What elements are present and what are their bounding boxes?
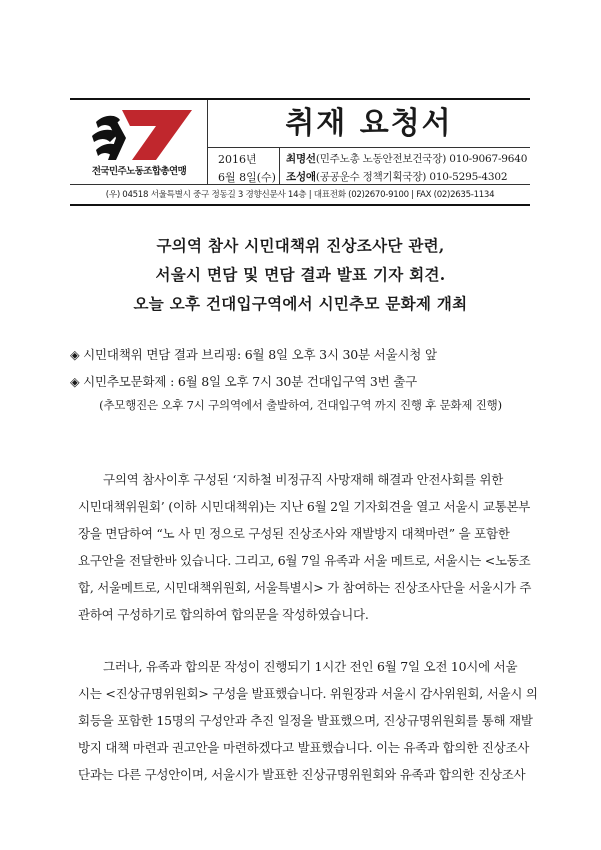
date-cell	[208, 148, 280, 184]
contact-2-detail: (공공운수 정책기획국장) 010-5295-4302	[315, 171, 508, 183]
paragraph-2-line: 그러나, 유족과 합의문 작성이 진행되기 1시간 전인 6월 7일 오전 10시에 서울	[103, 659, 518, 674]
contact-1-detail: (민주노총 노동안전보건국장) 010-9067-9640	[315, 153, 528, 165]
address-row: (우) 04518 서울특별시 중구 정동길 3 경향신문사 14층 | 대표전화 (02)2670-9100 | FAX (02)2635-1134	[70, 184, 530, 206]
org-name: 전국민주노동조합총연맹	[91, 166, 187, 177]
contact-cell	[280, 148, 530, 184]
logo-box	[70, 100, 208, 184]
paragraph-1-line: 관하여 구성하기로 합의하여 합의문을 작성하였습니다.	[78, 607, 369, 622]
paragraph-1-line: 요구안을 전달한바 있습니다. 그리고, 6월 7일 유족과 서울 메트로, 서울시는 <노동조	[78, 553, 531, 568]
paragraph-2-line: 단과는 다른 구성안이며, 서울시가 발표한 진상규명위원회와 유족과 합의한 진상조사	[78, 767, 526, 782]
headline-3: 오늘 오후 건대입구역에서 시민추모 문화제 개최	[133, 294, 468, 313]
march-note: (추모행진은 오후 7시 구의역에서 출발하여, 건대입구역 까지 진행 후 문화제 진행)	[99, 398, 502, 412]
paragraph-1-line: 장을 면담하여 “노 사 민 정으로 구성된 진상조사와 재발방지 대책마련” 을 포함한	[78, 526, 510, 541]
header-table	[70, 98, 530, 206]
date-day: 6월 8일(수)	[218, 171, 276, 184]
bullet-briefing: ◈ 시민대책위 면담 결과 브리핑: 6월 8일 오후 3시 30분 서울시청 앞	[70, 347, 437, 362]
contact-2	[286, 169, 507, 184]
headline-2: 서울시 면담 및 면담 결과 발표 기자 회견.	[155, 265, 446, 284]
paragraph-2-line: 회등을 포함한 15명의 구성안과 추진 일정을 발표했으며, 진상규명위원회를 통해 재발	[78, 713, 533, 728]
paragraph-2-line: 방지 대책 마련과 권고안을 마련하겠다고 발표했습니다. 이는 유족과 합의한 진상조사	[78, 740, 530, 755]
paragraph-1-line: 시민대책위원회’ (이하 시민대책위)는 지난 6월 2일 기자회견을 열고 서울시 교통본부	[78, 499, 531, 514]
contact-2-name: 조성애	[286, 171, 316, 183]
contact-1	[286, 151, 527, 166]
paragraph-2-line: 시는 <진상규명위원회> 구성을 발표했습니다. 위원장과 서울시 감사위원회, 서울시 의	[78, 686, 538, 701]
kctu-logo-icon	[86, 108, 192, 162]
headline-1: 구의역 참사 시민대책위 진상조사단 관련,	[156, 236, 445, 255]
paragraph-1-line: 구의역 참사이후 구성된 ‘지하철 비정규직 사망재해 해결과 안전사회를 위한	[103, 472, 504, 487]
contact-1-name: 최명선	[286, 153, 316, 165]
paragraph-1-line: 합, 서울메트로, 시민대책위원회, 서울특별시> 가 참여하는 진상조사단을 서울시가 주	[78, 580, 532, 595]
bullet-festival: ◈ 시민추모문화제 : 6월 8일 오후 7시 30분 건대입구역 3번 출구	[70, 374, 418, 389]
date-year: 2016년	[218, 153, 257, 166]
page-title: 취재 요청서	[208, 100, 530, 148]
